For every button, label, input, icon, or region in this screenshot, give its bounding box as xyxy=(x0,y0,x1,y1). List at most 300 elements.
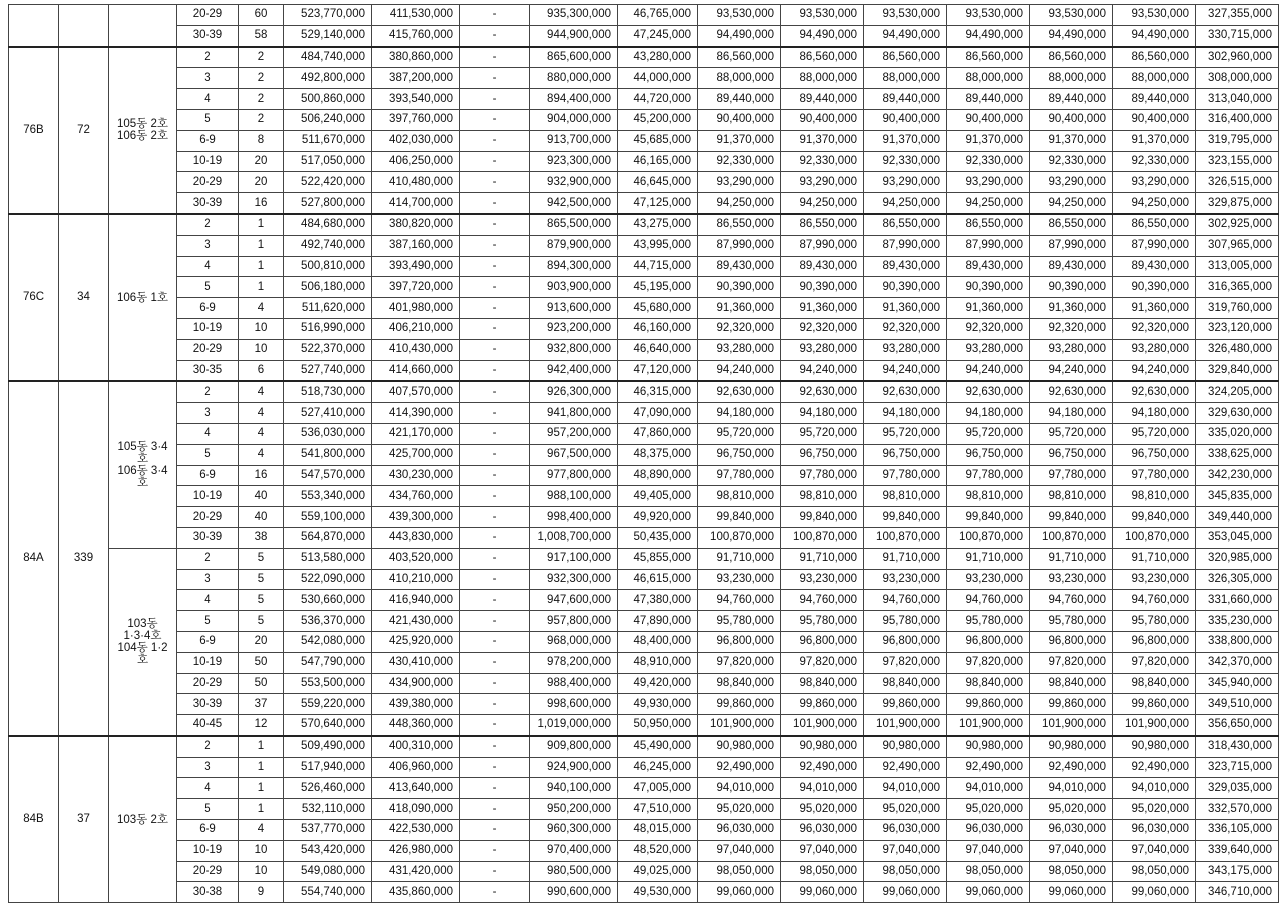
price-cell: 97,040,000 xyxy=(864,840,947,861)
price-cell: 99,860,000 xyxy=(864,694,947,715)
unit-count-cell: 339 xyxy=(59,381,109,736)
price-cell: 326,480,000 xyxy=(1196,339,1279,360)
price-cell: 532,110,000 xyxy=(284,799,372,820)
units-cell: 2 xyxy=(239,68,284,89)
dash-cell: - xyxy=(460,109,530,130)
price-cell: 94,760,000 xyxy=(698,590,781,611)
price-cell: 410,430,000 xyxy=(372,339,460,360)
price-cell: 86,550,000 xyxy=(864,214,947,235)
price-cell: 95,780,000 xyxy=(864,611,947,632)
units-cell: 50 xyxy=(239,652,284,673)
price-cell: 50,950,000 xyxy=(618,715,698,736)
price-cell: 93,530,000 xyxy=(1113,5,1196,26)
price-cell: 90,400,000 xyxy=(947,109,1030,130)
price-cell: 90,400,000 xyxy=(781,109,864,130)
price-cell: 92,320,000 xyxy=(781,318,864,339)
price-cell: 93,290,000 xyxy=(1030,172,1113,193)
floor-cell: 6-9 xyxy=(177,130,239,151)
price-cell: 90,390,000 xyxy=(864,277,947,298)
price-cell: 96,030,000 xyxy=(864,820,947,841)
price-cell: 97,780,000 xyxy=(781,465,864,486)
price-cell: 516,990,000 xyxy=(284,318,372,339)
price-cell: 98,810,000 xyxy=(781,486,864,507)
price-cell: 97,040,000 xyxy=(947,840,1030,861)
price-cell: 98,810,000 xyxy=(698,486,781,507)
price-cell: 511,620,000 xyxy=(284,298,372,319)
units-cell: 8 xyxy=(239,130,284,151)
price-cell: 46,245,000 xyxy=(618,757,698,778)
dash-cell: - xyxy=(460,130,530,151)
price-cell: 430,230,000 xyxy=(372,465,460,486)
floor-cell: 5 xyxy=(177,444,239,465)
price-cell: 425,920,000 xyxy=(372,631,460,652)
price-cell: 967,500,000 xyxy=(530,444,618,465)
price-cell: 93,290,000 xyxy=(1113,172,1196,193)
price-cell: 96,750,000 xyxy=(947,444,1030,465)
price-cell: 324,205,000 xyxy=(1196,381,1279,402)
price-cell: 865,500,000 xyxy=(530,214,618,235)
price-cell: 349,510,000 xyxy=(1196,694,1279,715)
price-cell: 91,710,000 xyxy=(698,548,781,569)
dash-cell: - xyxy=(460,298,530,319)
unit-type-cell: 84A xyxy=(9,381,59,736)
price-cell: 46,315,000 xyxy=(618,381,698,402)
price-cell: 99,840,000 xyxy=(947,507,1030,528)
price-cell: 95,020,000 xyxy=(864,799,947,820)
price-cell: 90,390,000 xyxy=(781,277,864,298)
price-cell: 99,060,000 xyxy=(864,882,947,903)
dash-cell: - xyxy=(460,68,530,89)
price-cell: 98,840,000 xyxy=(1113,673,1196,694)
price-cell: 932,300,000 xyxy=(530,569,618,590)
dong-ho-cell: 105동 3·4호 106동 3·4호 xyxy=(109,381,177,548)
price-cell: 917,100,000 xyxy=(530,548,618,569)
units-cell: 1 xyxy=(239,214,284,235)
price-cell: 91,370,000 xyxy=(698,130,781,151)
price-cell: 492,800,000 xyxy=(284,68,372,89)
price-cell: 336,105,000 xyxy=(1196,820,1279,841)
floor-cell: 3 xyxy=(177,68,239,89)
price-table xyxy=(8,4,1279,903)
price-cell: 380,820,000 xyxy=(372,214,460,235)
price-cell: 98,810,000 xyxy=(1113,486,1196,507)
price-cell: 93,230,000 xyxy=(1113,569,1196,590)
price-cell: 97,820,000 xyxy=(864,652,947,673)
price-cell: 998,600,000 xyxy=(530,694,618,715)
price-cell: 45,490,000 xyxy=(618,736,698,757)
price-cell: 484,680,000 xyxy=(284,214,372,235)
price-cell: 342,230,000 xyxy=(1196,465,1279,486)
unit-type-cell: 76B xyxy=(9,47,59,214)
price-cell: 87,990,000 xyxy=(1113,235,1196,256)
price-cell: 406,250,000 xyxy=(372,151,460,172)
price-cell: 92,630,000 xyxy=(1113,381,1196,402)
price-cell: 353,045,000 xyxy=(1196,527,1279,548)
units-cell: 4 xyxy=(239,381,284,402)
price-cell: 426,980,000 xyxy=(372,840,460,861)
price-cell: 95,780,000 xyxy=(947,611,1030,632)
table-row xyxy=(9,68,1279,89)
table-row xyxy=(9,757,1279,778)
floor-cell: 2 xyxy=(177,214,239,235)
price-cell: 957,200,000 xyxy=(530,423,618,444)
price-cell: 356,650,000 xyxy=(1196,715,1279,736)
price-cell: 100,870,000 xyxy=(1113,527,1196,548)
price-cell: 513,580,000 xyxy=(284,548,372,569)
price-cell: 530,660,000 xyxy=(284,590,372,611)
unit-count-cell: 34 xyxy=(59,214,109,381)
price-cell: 90,390,000 xyxy=(698,277,781,298)
price-cell: 88,000,000 xyxy=(947,68,1030,89)
price-cell: 345,835,000 xyxy=(1196,486,1279,507)
price-cell: 523,770,000 xyxy=(284,5,372,26)
price-cell: 93,230,000 xyxy=(864,569,947,590)
floor-cell: 30-39 xyxy=(177,193,239,214)
table-row xyxy=(9,298,1279,319)
units-cell: 4 xyxy=(239,423,284,444)
price-cell: 88,000,000 xyxy=(864,68,947,89)
price-cell: 522,090,000 xyxy=(284,569,372,590)
price-cell: 92,320,000 xyxy=(1113,318,1196,339)
price-cell: 411,530,000 xyxy=(372,5,460,26)
dash-cell: - xyxy=(460,715,530,736)
units-cell: 5 xyxy=(239,611,284,632)
dash-cell: - xyxy=(460,25,530,46)
price-cell: 543,420,000 xyxy=(284,840,372,861)
price-cell: 414,390,000 xyxy=(372,403,460,424)
price-cell: 553,500,000 xyxy=(284,673,372,694)
dong-ho-cell xyxy=(109,5,177,47)
price-cell: 99,860,000 xyxy=(1030,694,1113,715)
table-row xyxy=(9,130,1279,151)
units-cell: 38 xyxy=(239,527,284,548)
price-cell: 90,980,000 xyxy=(1030,736,1113,757)
price-cell: 46,765,000 xyxy=(618,5,698,26)
dash-cell: - xyxy=(460,652,530,673)
units-cell: 10 xyxy=(239,861,284,882)
price-cell: 92,490,000 xyxy=(698,757,781,778)
floor-cell: 20-29 xyxy=(177,673,239,694)
price-cell: 97,040,000 xyxy=(1030,840,1113,861)
dash-cell: - xyxy=(460,527,530,548)
price-cell: 94,180,000 xyxy=(698,403,781,424)
price-cell: 91,710,000 xyxy=(1113,548,1196,569)
unit-type-cell: 76C xyxy=(9,214,59,381)
price-cell: 49,405,000 xyxy=(618,486,698,507)
price-cell: 43,995,000 xyxy=(618,235,698,256)
price-cell: 923,300,000 xyxy=(530,151,618,172)
price-cell: 94,250,000 xyxy=(781,193,864,214)
table-row xyxy=(9,715,1279,736)
price-cell: 547,570,000 xyxy=(284,465,372,486)
price-cell: 94,760,000 xyxy=(1113,590,1196,611)
price-cell: 96,030,000 xyxy=(781,820,864,841)
price-cell: 941,800,000 xyxy=(530,403,618,424)
price-cell: 92,490,000 xyxy=(1030,757,1113,778)
units-cell: 2 xyxy=(239,47,284,68)
price-cell: 98,840,000 xyxy=(864,673,947,694)
price-cell: 98,050,000 xyxy=(698,861,781,882)
price-cell: 90,400,000 xyxy=(698,109,781,130)
price-cell: 406,210,000 xyxy=(372,318,460,339)
unit-type-cell xyxy=(9,5,59,47)
price-cell: 93,530,000 xyxy=(864,5,947,26)
price-cell: 413,640,000 xyxy=(372,778,460,799)
price-cell: 93,280,000 xyxy=(864,339,947,360)
price-cell: 97,040,000 xyxy=(1113,840,1196,861)
units-cell: 20 xyxy=(239,172,284,193)
price-cell: 46,615,000 xyxy=(618,569,698,590)
price-cell: 47,860,000 xyxy=(618,423,698,444)
price-cell: 96,800,000 xyxy=(1030,631,1113,652)
price-cell: 96,750,000 xyxy=(864,444,947,465)
price-cell: 410,480,000 xyxy=(372,172,460,193)
units-cell: 6 xyxy=(239,360,284,381)
price-cell: 894,300,000 xyxy=(530,256,618,277)
price-cell: 90,400,000 xyxy=(864,109,947,130)
price-cell: 323,715,000 xyxy=(1196,757,1279,778)
units-cell: 9 xyxy=(239,882,284,903)
price-cell: 46,165,000 xyxy=(618,151,698,172)
price-cell: 90,390,000 xyxy=(1113,277,1196,298)
price-cell: 529,140,000 xyxy=(284,25,372,46)
price-cell: 316,400,000 xyxy=(1196,109,1279,130)
price-cell: 90,980,000 xyxy=(781,736,864,757)
price-cell: 89,430,000 xyxy=(864,256,947,277)
table-row xyxy=(9,172,1279,193)
price-cell: 570,640,000 xyxy=(284,715,372,736)
dash-cell: - xyxy=(460,590,530,611)
price-cell: 387,160,000 xyxy=(372,235,460,256)
price-cell: 97,780,000 xyxy=(1113,465,1196,486)
floor-cell: 30-39 xyxy=(177,25,239,46)
price-cell: 90,980,000 xyxy=(1113,736,1196,757)
price-cell: 407,570,000 xyxy=(372,381,460,402)
price-cell: 96,030,000 xyxy=(1113,820,1196,841)
units-cell: 4 xyxy=(239,403,284,424)
price-cell: 323,120,000 xyxy=(1196,318,1279,339)
dong-ho-cell: 103동 2호 xyxy=(109,736,177,903)
price-cell: 95,020,000 xyxy=(1113,799,1196,820)
price-cell: 94,490,000 xyxy=(864,25,947,46)
dash-cell: - xyxy=(460,214,530,235)
price-cell: 970,400,000 xyxy=(530,840,618,861)
units-cell: 10 xyxy=(239,318,284,339)
table-row xyxy=(9,423,1279,444)
units-cell: 40 xyxy=(239,486,284,507)
price-cell: 93,530,000 xyxy=(947,5,1030,26)
price-cell: 944,900,000 xyxy=(530,25,618,46)
floor-cell: 4 xyxy=(177,256,239,277)
table-row xyxy=(9,527,1279,548)
price-cell: 45,855,000 xyxy=(618,548,698,569)
price-cell: 95,780,000 xyxy=(781,611,864,632)
price-cell: 48,910,000 xyxy=(618,652,698,673)
units-cell: 4 xyxy=(239,820,284,841)
price-cell: 99,860,000 xyxy=(698,694,781,715)
table-row xyxy=(9,486,1279,507)
price-cell: 434,900,000 xyxy=(372,673,460,694)
price-cell: 98,840,000 xyxy=(947,673,1030,694)
units-cell: 50 xyxy=(239,673,284,694)
price-cell: 99,840,000 xyxy=(698,507,781,528)
price-cell: 93,530,000 xyxy=(698,5,781,26)
price-cell: 329,840,000 xyxy=(1196,360,1279,381)
dash-cell: - xyxy=(460,548,530,569)
table-row xyxy=(9,673,1279,694)
price-cell: 91,370,000 xyxy=(1030,130,1113,151)
price-cell: 443,830,000 xyxy=(372,527,460,548)
price-cell: 96,750,000 xyxy=(1113,444,1196,465)
price-cell: 326,515,000 xyxy=(1196,172,1279,193)
price-cell: 316,365,000 xyxy=(1196,277,1279,298)
floor-cell: 2 xyxy=(177,548,239,569)
price-cell: 86,550,000 xyxy=(781,214,864,235)
price-cell: 92,330,000 xyxy=(864,151,947,172)
dash-cell: - xyxy=(460,235,530,256)
price-cell: 47,125,000 xyxy=(618,193,698,214)
price-cell: 564,870,000 xyxy=(284,527,372,548)
price-cell: 439,380,000 xyxy=(372,694,460,715)
price-cell: 98,840,000 xyxy=(781,673,864,694)
price-cell: 89,430,000 xyxy=(947,256,1030,277)
price-cell: 94,490,000 xyxy=(947,25,1030,46)
units-cell: 1 xyxy=(239,277,284,298)
price-cell: 88,000,000 xyxy=(781,68,864,89)
dong-ho-cell: 106동 1호 xyxy=(109,214,177,381)
price-cell: 92,630,000 xyxy=(698,381,781,402)
price-cell: 100,870,000 xyxy=(947,527,1030,548)
price-cell: 100,870,000 xyxy=(864,527,947,548)
price-cell: 94,250,000 xyxy=(947,193,1030,214)
price-cell: 45,680,000 xyxy=(618,298,698,319)
price-cell: 99,860,000 xyxy=(1113,694,1196,715)
price-cell: 86,560,000 xyxy=(698,47,781,68)
price-cell: 98,810,000 xyxy=(947,486,1030,507)
dash-cell: - xyxy=(460,151,530,172)
price-cell: 527,740,000 xyxy=(284,360,372,381)
price-cell: 47,090,000 xyxy=(618,403,698,424)
price-cell: 536,030,000 xyxy=(284,423,372,444)
price-cell: 94,250,000 xyxy=(1030,193,1113,214)
units-cell: 5 xyxy=(239,548,284,569)
floor-cell: 20-29 xyxy=(177,5,239,26)
price-cell: 89,430,000 xyxy=(781,256,864,277)
price-cell: 92,330,000 xyxy=(1030,151,1113,172)
price-cell: 91,370,000 xyxy=(947,130,1030,151)
price-cell: 87,990,000 xyxy=(947,235,1030,256)
price-cell: 47,380,000 xyxy=(618,590,698,611)
price-cell: 414,660,000 xyxy=(372,360,460,381)
price-cell: 387,200,000 xyxy=(372,68,460,89)
price-cell: 380,860,000 xyxy=(372,47,460,68)
price-cell: 99,060,000 xyxy=(1030,882,1113,903)
price-cell: 91,710,000 xyxy=(1030,548,1113,569)
floor-cell: 3 xyxy=(177,569,239,590)
price-cell: 93,230,000 xyxy=(781,569,864,590)
price-cell: 96,800,000 xyxy=(698,631,781,652)
dash-cell: - xyxy=(460,778,530,799)
price-cell: 91,370,000 xyxy=(1113,130,1196,151)
price-cell: 511,670,000 xyxy=(284,130,372,151)
price-cell: 93,290,000 xyxy=(781,172,864,193)
price-cell: 98,810,000 xyxy=(1030,486,1113,507)
price-cell: 99,060,000 xyxy=(781,882,864,903)
price-cell: 45,195,000 xyxy=(618,277,698,298)
price-cell: 48,400,000 xyxy=(618,631,698,652)
price-cell: 1,019,000,000 xyxy=(530,715,618,736)
unit-count-cell xyxy=(59,5,109,47)
price-cell: 308,000,000 xyxy=(1196,68,1279,89)
price-cell: 430,410,000 xyxy=(372,652,460,673)
price-cell: 100,870,000 xyxy=(698,527,781,548)
dash-cell: - xyxy=(460,799,530,820)
price-cell: 91,360,000 xyxy=(864,298,947,319)
price-cell: 559,100,000 xyxy=(284,507,372,528)
price-cell: 47,890,000 xyxy=(618,611,698,632)
table-row xyxy=(9,778,1279,799)
units-cell: 2 xyxy=(239,89,284,110)
price-cell: 97,820,000 xyxy=(698,652,781,673)
table-row xyxy=(9,339,1279,360)
price-cell: 99,060,000 xyxy=(947,882,1030,903)
price-cell: 527,800,000 xyxy=(284,193,372,214)
table-row xyxy=(9,5,1279,26)
price-cell: 1,008,700,000 xyxy=(530,527,618,548)
price-cell: 92,630,000 xyxy=(864,381,947,402)
price-cell: 506,240,000 xyxy=(284,109,372,130)
price-cell: 94,010,000 xyxy=(698,778,781,799)
price-cell: 94,760,000 xyxy=(947,590,1030,611)
price-cell: 94,010,000 xyxy=(1030,778,1113,799)
price-cell: 500,860,000 xyxy=(284,89,372,110)
price-cell: 554,740,000 xyxy=(284,882,372,903)
units-cell: 2 xyxy=(239,109,284,130)
price-cell: 93,530,000 xyxy=(781,5,864,26)
price-cell: 97,780,000 xyxy=(864,465,947,486)
dash-cell: - xyxy=(460,360,530,381)
price-cell: 43,275,000 xyxy=(618,214,698,235)
price-cell: 92,330,000 xyxy=(698,151,781,172)
price-cell: 439,300,000 xyxy=(372,507,460,528)
price-cell: 94,760,000 xyxy=(1030,590,1113,611)
price-cell: 98,840,000 xyxy=(698,673,781,694)
dash-cell: - xyxy=(460,486,530,507)
price-cell: 319,760,000 xyxy=(1196,298,1279,319)
price-cell: 91,360,000 xyxy=(1113,298,1196,319)
price-cell: 431,420,000 xyxy=(372,861,460,882)
price-cell: 903,900,000 xyxy=(530,277,618,298)
dash-cell: - xyxy=(460,631,530,652)
price-cell: 96,800,000 xyxy=(781,631,864,652)
price-cell: 50,435,000 xyxy=(618,527,698,548)
price-cell: 418,090,000 xyxy=(372,799,460,820)
price-cell: 326,305,000 xyxy=(1196,569,1279,590)
price-cell: 101,900,000 xyxy=(864,715,947,736)
price-cell: 425,700,000 xyxy=(372,444,460,465)
price-cell: 97,820,000 xyxy=(947,652,1030,673)
floor-cell: 10-19 xyxy=(177,318,239,339)
price-cell: 92,630,000 xyxy=(1030,381,1113,402)
price-cell: 320,985,000 xyxy=(1196,548,1279,569)
price-cell: 94,010,000 xyxy=(1113,778,1196,799)
price-cell: 92,320,000 xyxy=(947,318,1030,339)
price-cell: 92,630,000 xyxy=(781,381,864,402)
price-cell: 101,900,000 xyxy=(698,715,781,736)
price-cell: 93,230,000 xyxy=(698,569,781,590)
table-row xyxy=(9,89,1279,110)
price-cell: 87,990,000 xyxy=(1030,235,1113,256)
